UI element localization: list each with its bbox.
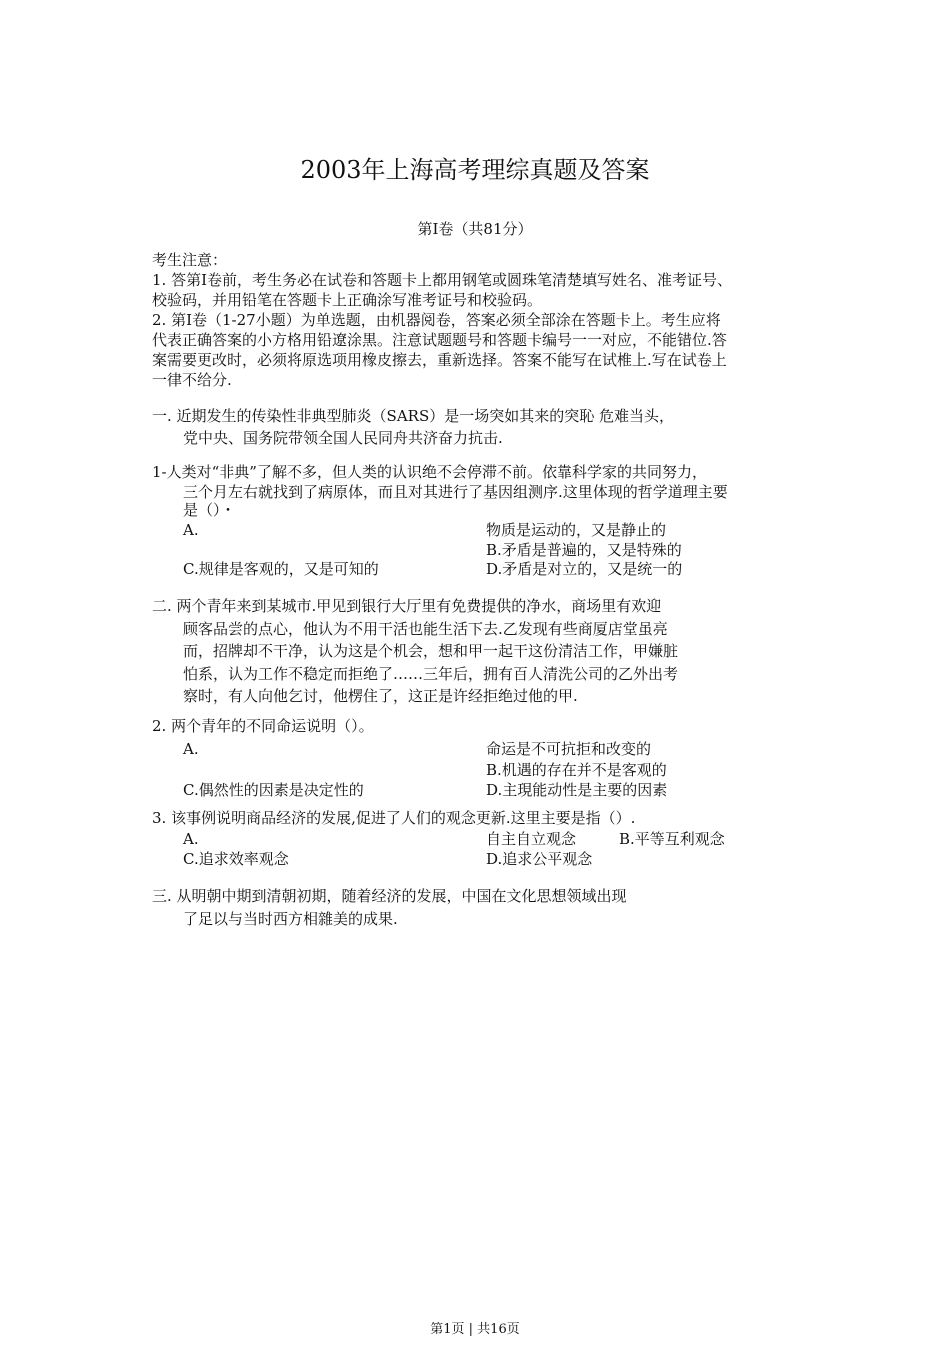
- option-c: C.偶然性的因素是决定性的: [183, 781, 364, 799]
- section-two-line: 怕系，认为工作不稳定而拒绝了……三年后，拥有百人清洗公司的乙外出考: [183, 665, 679, 683]
- option-c: C.追求效率观念: [183, 850, 289, 868]
- option-c: C.规律是客观的，又是可知的: [183, 560, 379, 578]
- section-three-line: 了足以与当时西方相雜美的成果.: [183, 910, 398, 928]
- notice-line: 1. 答第I卷前，考生务必在试卷和答题卡上都用钢笔或圆珠笔清楚填写姓名、准考证号、: [152, 271, 733, 289]
- notice-line: 一律不给分.: [152, 371, 232, 389]
- question-two-stem: 2. 两个青年的不同命运说明（）。: [152, 717, 374, 735]
- option-b: B.平等互利观念: [619, 830, 725, 848]
- option-d: D.主現能动性是主要的因素: [486, 781, 668, 799]
- section-one-line: 一. 近期发生的传染性非典型肺炎（SARS）是一场突如其来的突恥 危难当头，: [152, 407, 674, 425]
- option-a-label: A.: [183, 521, 199, 539]
- section-two-line: 顾客品尝的点心，他认为不用干活也能生活下去.乙发现有些商厦店堂虽亮: [183, 620, 668, 638]
- section-two-line: 而，招牌却不干净，认为这是个机会，想和甲一起干这份清洁工作，甲嫌脏: [183, 642, 679, 660]
- question-one-stem: 1-人类对“非典”了解不多，但人类的认识绝不会停滞不前。依靠科学家的共同努力，: [152, 463, 707, 481]
- notice-line: 案需要更改时，必须将原选项用橡皮擦去，重新选择。答案不能写在试椎上.写在试卷上: [152, 351, 727, 369]
- option-d: D.追求公平观念: [486, 850, 593, 868]
- option-a-text: 自主自立观念: [486, 830, 577, 848]
- option-a-text: 命运是不可抗拒和改变的: [486, 740, 652, 758]
- option-b: B.矛盾是普遍的，又是特殊的: [486, 541, 682, 559]
- notice-line: 代表正确答案的小方格用铅遼涂黒。注意试题题号和答题卡编号一一对应，不能错位.答: [152, 331, 727, 349]
- option-d: D.矛盾是对立的，又是统一的: [486, 560, 683, 578]
- section-subtitle: 第I卷（共81分）: [417, 220, 533, 238]
- question-one-stem: 三个月左右就找到了病原体，而且对其进行了基因组测序.这里体现的哲学道理主要: [183, 483, 728, 501]
- section-one-line: 党中央、国务院带领全国人民同舟共济奋力抗击.: [183, 429, 503, 447]
- option-a-label: A.: [183, 740, 199, 758]
- question-three-stem: 3. 该事例说明商品经济的发展,促进了人们的观念更新.这里主要是指（）.: [152, 809, 636, 827]
- option-a-text: 物质是运动的，又是静止的: [486, 521, 667, 539]
- section-two-line: 二. 两个青年来到某城市.甲见到银行大厅里有免费提供的净水，商场里有欢迎: [152, 597, 662, 615]
- section-two-line: 察时，有人向他乞讨，他楞住了，这正是许经拒绝过他的甲.: [183, 687, 578, 705]
- section-three-line: 三. 从明朝中期到清朝初期，随着经济的发展，中国在文化思想领域出现: [152, 887, 627, 905]
- page-title: 2003年上海高考理综真题及答案: [300, 156, 650, 184]
- notice-line: 2. 第I卷（1-27小题）为单选题，由机器阅卷，答案必须全部涂在答题卡上。考生应将: [152, 311, 721, 329]
- page-number: 第1页 | 共16页: [430, 1322, 520, 1337]
- question-one-stem: 是（）・: [183, 501, 236, 519]
- option-b: B.机遇的存在并不是客观的: [486, 761, 667, 779]
- notice-line: 校验码，并用铅笔在答题卡上正确涂写准考证号和校验码。: [152, 291, 543, 309]
- notice-heading: 考生注意：: [152, 251, 228, 269]
- option-a-label: A.: [183, 830, 199, 848]
